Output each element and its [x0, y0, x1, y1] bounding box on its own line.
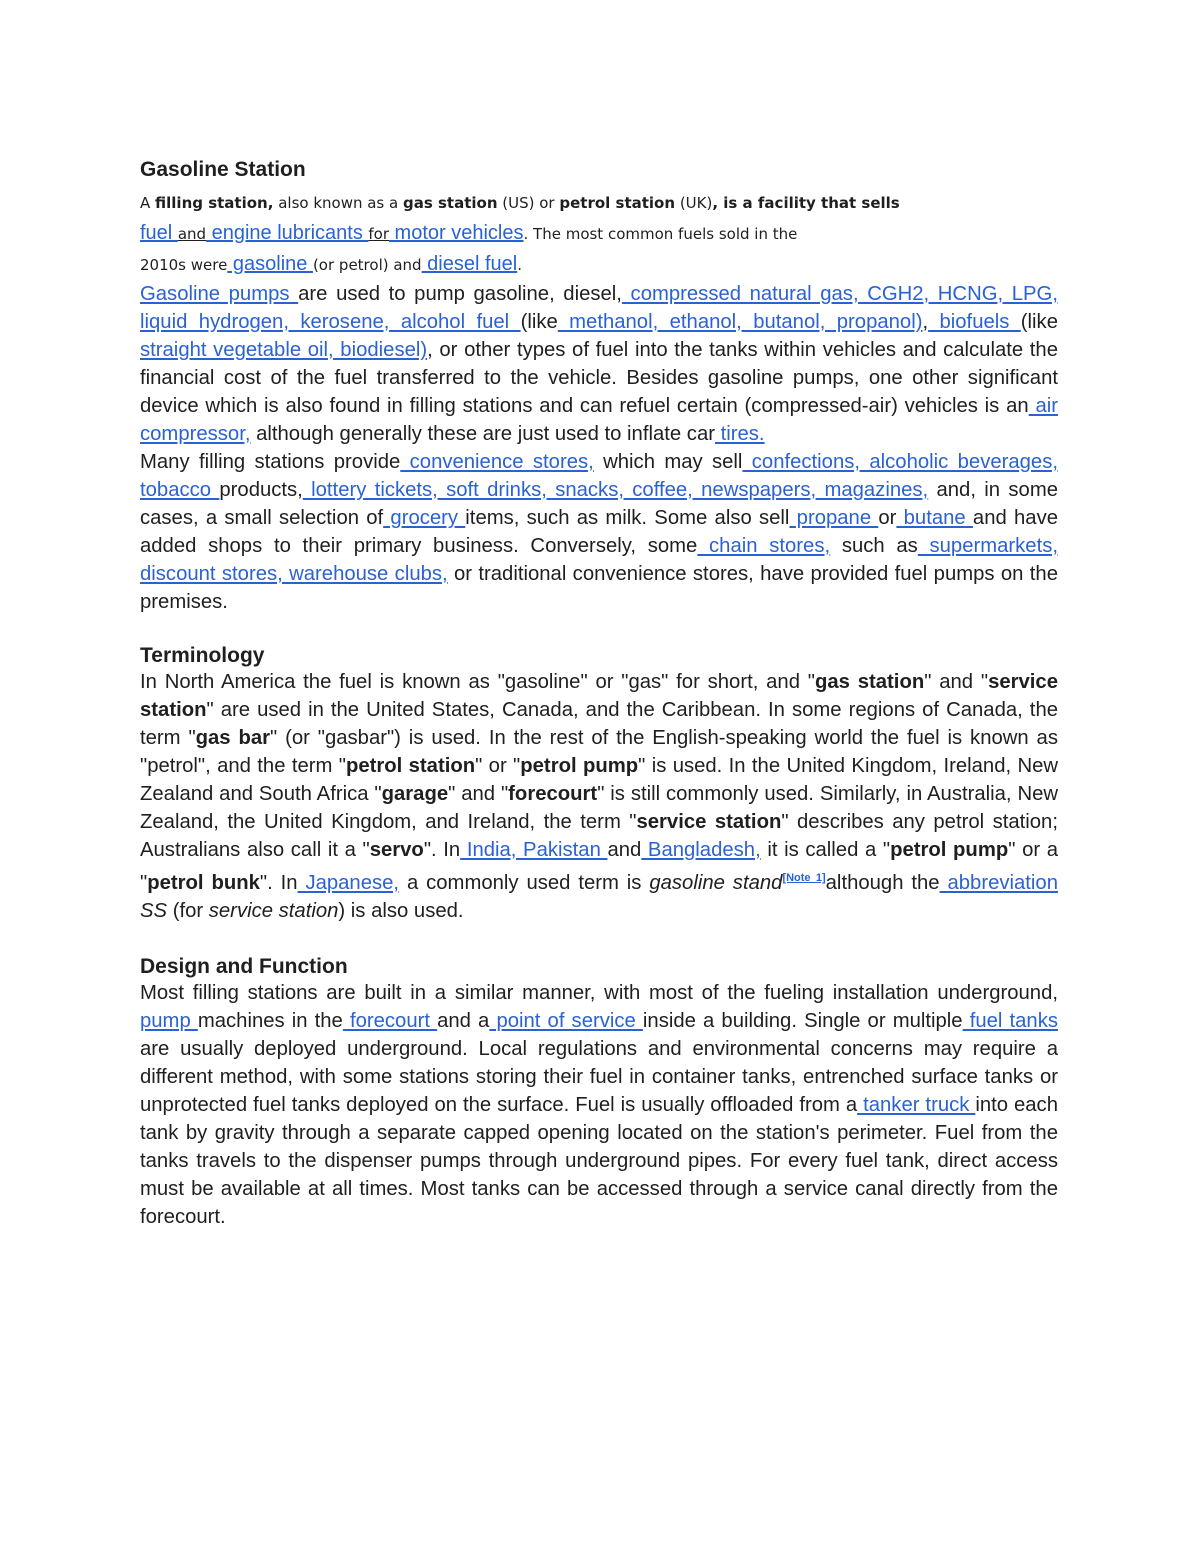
- link-gasoline[interactable]: gasoline: [227, 253, 313, 275]
- link-goods[interactable]: lottery tickets, soft drinks, snacks, coffee, newspapers, magazines,: [302, 479, 929, 501]
- link-motor-vehicles[interactable]: motor vehicles: [389, 222, 524, 244]
- link-point-of-service[interactable]: point of service: [489, 1010, 643, 1032]
- link-fuel[interactable]: fuel: [140, 222, 178, 244]
- link-fuel-tanks[interactable]: fuel tanks: [962, 1010, 1058, 1032]
- link-japanese[interactable]: Japanese,: [297, 872, 400, 894]
- design-heading: Design and Function: [140, 955, 348, 978]
- link-chain-stores[interactable]: chain stores,: [697, 535, 831, 557]
- link-tires[interactable]: tires.: [714, 423, 765, 445]
- pumps-paragraph: Gasoline pumps are used to pump gasoline, diesel, compressed natural gas, CGH2, HCNG, LPG, liquid hydrogen, kerosene, alcohol fuel (like methanol, ethanol, butanol, propanol), biofuels (like straight vegetable oil, biodiesel), or other types of fuel into the tanks within vehicles and calculate the financial cost of the fuel transferred to the vehicle. Besides gasoline pumps, one other significant device which is also found in filling stations and can refuel certain (compressed-air) vehicles is an air compressor, although generally these are just used to inflate car tires.: [140, 283, 1058, 445]
- link-pump[interactable]: pump: [140, 1010, 198, 1032]
- link-note-1[interactable]: [Note 1]: [782, 872, 826, 884]
- convenience-paragraph: Many filling stations provide convenience stores, which may sell confections, alcoholic beverages, tobacco products, lottery tickets, soft drinks, snacks, coffee, newspapers, magazines, and, in some cases, a small selection of grocery items, such as milk. Some also sell propane or butane and have added shops to their primary business. Conversely, some chain stores, such as supermarkets, discount stores, warehouse clubs, or traditional convenience stores, have provided fuel pumps on the premises.: [140, 451, 1059, 613]
- terminology-heading: Terminology: [140, 644, 265, 667]
- link-diesel-fuel[interactable]: diesel fuel: [421, 253, 518, 275]
- link-abbreviation[interactable]: abbreviation: [939, 872, 1058, 894]
- link-products[interactable]: confections, alcoholic beverages, tobacco: [140, 451, 1058, 501]
- link-forecourt[interactable]: forecourt: [342, 1010, 438, 1032]
- intro-paragraph: A filling station, also known as a gas station (US) or petrol station (UK), is a facility that sells fuel and engine lubricants for motor vehicles. The most common fuels sold in the 2010s were gasoline (or petrol) and diesel fuel.: [140, 194, 900, 275]
- link-convenience-stores[interactable]: convenience stores,: [400, 451, 594, 473]
- link-biofuel-types[interactable]: straight vegetable oil, biodiesel): [140, 339, 428, 361]
- link-bangladesh[interactable]: Bangladesh,: [641, 839, 761, 861]
- link-engine-lubricants[interactable]: engine lubricants: [206, 222, 369, 244]
- design-paragraph: Most filling stations are built in a similar manner, with most of the fueling installation underground, pump machines in the forecourt and a point of service inside a building. Single or multiple fuel tanks are usually deployed underground. Local regulations and environmental concerns may require a different method, with some stations storing their fuel in container tanks, entrenched surface tanks or unprotected fuel tanks deployed on the surface. Fuel is usually offloaded from a tanker truck into each tank by gravity through a separate capped opening located on the station's perimeter. Fuel from the tanks travels to the dispenser pumps through underground pipes. For every fuel tank, direct access must be available at all times. Most tanks can be accessed through a service canal directly from the forecourt.: [140, 982, 1058, 1228]
- link-propane[interactable]: propane: [789, 507, 879, 529]
- terminology-paragraph: In North America the fuel is known as "gasoline" or "gas" for short, and "gas station" and "service station" are used in the United States, Canada, and the Caribbean. In some regions of Canada, the term "gas bar" (or "gasbar") is used. In the rest of the English-speaking world the fuel is known as "petrol", and the term "petrol station" or "petrol pump" is used. In the United Kingdom, Ireland, New Zealand and South Africa "garage" and "forecourt" is still commonly used. Similarly, in Australia, New Zealand, the United Kingdom, and Ireland, the term "service station" describes any petrol station; Australians also call it a "servo". In India, Pakistan and Bangladesh, it is called a "petrol pump" or a "petrol bunk". In Japanese, a commonly used term is gasoline stand[Note 1]although the abbreviation SS (for service station) is also used.: [140, 671, 1059, 922]
- link-air-compressor[interactable]: air compressor,: [140, 395, 1058, 445]
- link-grocery[interactable]: grocery: [383, 507, 466, 529]
- link-fuel-types[interactable]: compressed natural gas, CGH2, HCNG, LPG, liquid hydrogen, kerosene, alcohol fuel: [140, 283, 1058, 333]
- document-content: [140, 158, 1058, 1231]
- link-tanker-truck[interactable]: tanker truck: [857, 1094, 976, 1116]
- link-butane[interactable]: butane: [896, 507, 973, 529]
- document-title: Gasoline Station: [140, 158, 306, 181]
- link-india-pakistan[interactable]: India, Pakistan: [460, 839, 608, 861]
- link-store-types[interactable]: supermarkets, discount stores, warehouse clubs,: [140, 535, 1058, 585]
- link-gasoline-pumps[interactable]: Gasoline pumps: [140, 283, 299, 305]
- link-alcohols[interactable]: methanol, ethanol, butanol, propanol): [557, 311, 923, 333]
- link-biofuels[interactable]: biofuels: [928, 311, 1021, 333]
